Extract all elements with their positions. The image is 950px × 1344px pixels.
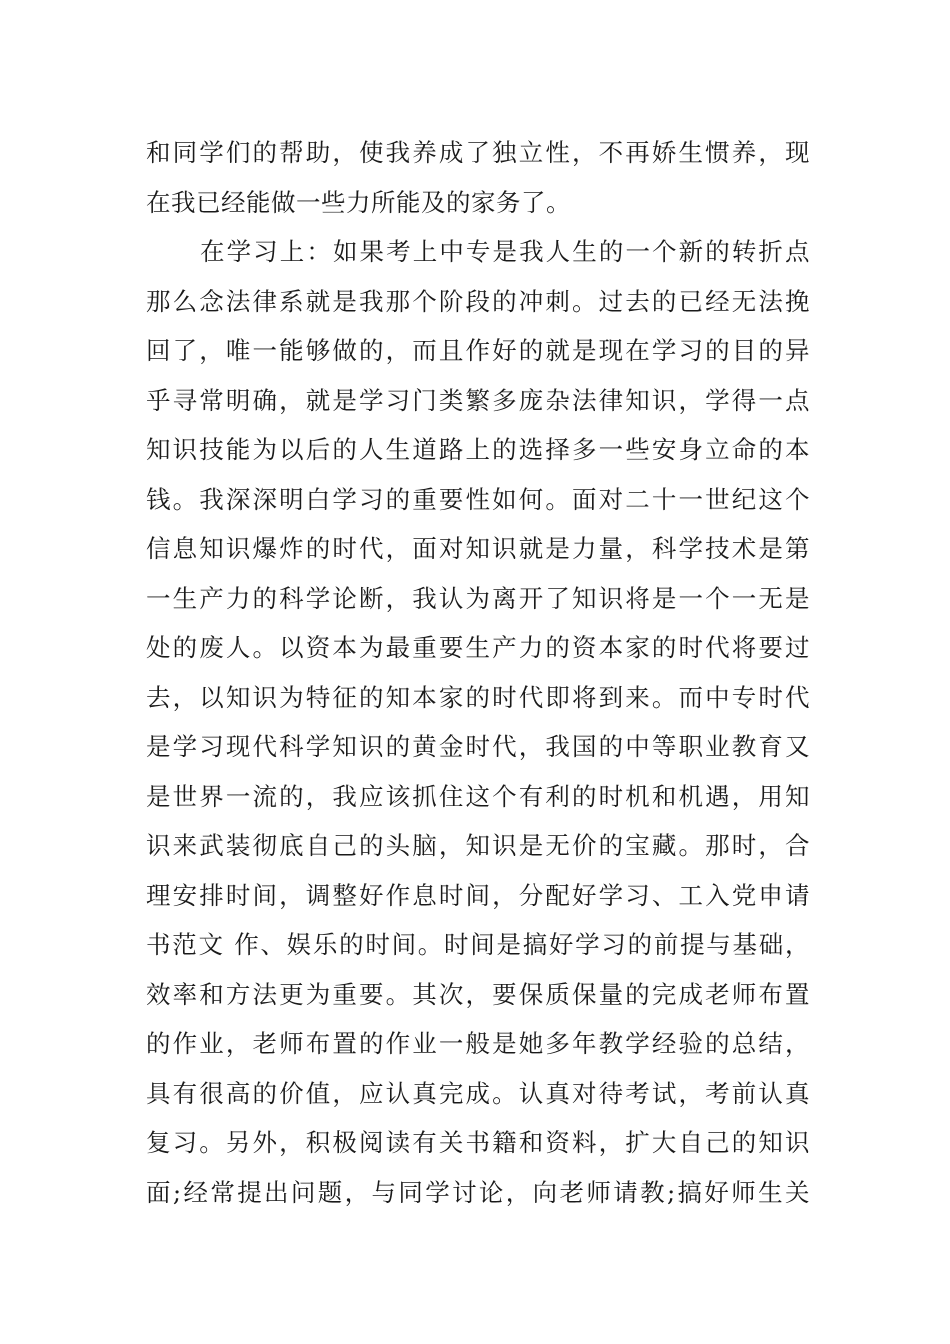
text-line: 是学习现代科学知识的黄金时代，我国的中等职业教育又 bbox=[146, 732, 810, 761]
text-line: 复习。另外，积极阅读有关书籍和资料，扩大自己的知识 bbox=[146, 1128, 810, 1157]
text-line: 和同学们的帮助，使我养成了独立性，不再娇生惯养，现 bbox=[146, 138, 810, 167]
text-line: 的作业，老师布置的作业一般是她多年教学经验的总结， bbox=[146, 1029, 810, 1058]
text-line: 识来武装彻底自己的头脑，知识是无价的宝藏。那时，合 bbox=[146, 831, 810, 860]
text-line: 钱。我深深明白学习的重要性如何。面对二十一世纪这个 bbox=[146, 484, 810, 514]
text-line: 具有很高的价值，应认真完成。认真对待考试，考前认真 bbox=[146, 1078, 810, 1108]
text-line: 那么念法律系就是我那个阶段的冲刺。过去的已经无法挽 bbox=[146, 286, 810, 316]
text-line: 书范文 作、娱乐的时间。时间是搞好学习的前提与基础， bbox=[146, 930, 810, 959]
text-line: 知识技能为以后的人生道路上的选择多一些安身立命的本 bbox=[146, 435, 810, 464]
text-line: 乎寻常明确，就是学习门类繁多庞杂法律知识，学得一点 bbox=[146, 385, 810, 415]
text-line: 去，以知识为特征的知本家的时代即将到来。而中专时代 bbox=[146, 682, 810, 712]
text-line: 处的废人。以资本为最重要生产力的资本家的时代将要过 bbox=[146, 633, 810, 662]
text-line: 回了，唯一能够做的，而且作好的就是现在学习的目的异 bbox=[146, 336, 810, 365]
document-body bbox=[146, 128, 810, 1217]
text-line: 效率和方法更为重要。其次，要保质保量的完成老师布置 bbox=[146, 979, 810, 1009]
text-line: 理安排时间，调整好作息时间，分配好学习、工入党申请 bbox=[146, 880, 810, 910]
text-line: 信息知识爆炸的时代，面对知识就是力量，科学技术是第 bbox=[146, 534, 810, 563]
text-line: 是世界一流的，我应该抓住这个有利的时机和机遇，用知 bbox=[146, 781, 810, 811]
text-line: 一生产力的科学论断，我认为离开了知识将是一个一无是 bbox=[146, 583, 810, 613]
text-line: 在我已经能做一些力所能及的家务了。 bbox=[146, 187, 571, 217]
paragraph-first-line: 在学习上：如果考上中专是我人生的一个新的转折点 bbox=[200, 237, 810, 266]
text-line: 面;经常提出问题，与同学讨论，向老师请教;搞好师生关 bbox=[146, 1177, 810, 1207]
